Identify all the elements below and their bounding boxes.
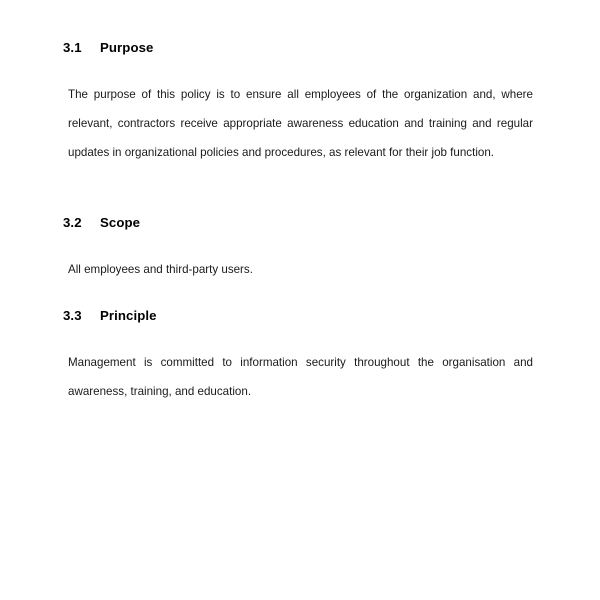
section-body-scope: All employees and third-party users. [68, 263, 253, 276]
section-heading-purpose [63, 40, 153, 55]
section-body-purpose: The purpose of this policy is to ensure all employees of the organization and, where relevant, contractors receive appropriate awareness education and training and regular updates in organizational policies and procedures, as relevant for their job function. [68, 88, 533, 159]
section-title-scope: Scope [100, 215, 141, 230]
section-body-principle: Management is committed to information security throughout the organisation and awareness, training, and education. [68, 356, 533, 398]
section-heading-principle [63, 308, 157, 323]
section-number-purpose: 3.1 [63, 40, 82, 55]
section-title-purpose: Purpose [100, 40, 154, 55]
section-number-scope: 3.2 [63, 215, 82, 230]
section-heading-scope [63, 215, 140, 230]
document-title [0, 0, 600, 1]
document-title-clipped [0, 0, 600, 7]
section-title-principle: Principle [100, 308, 157, 323]
section-number-principle: 3.3 [63, 308, 82, 323]
